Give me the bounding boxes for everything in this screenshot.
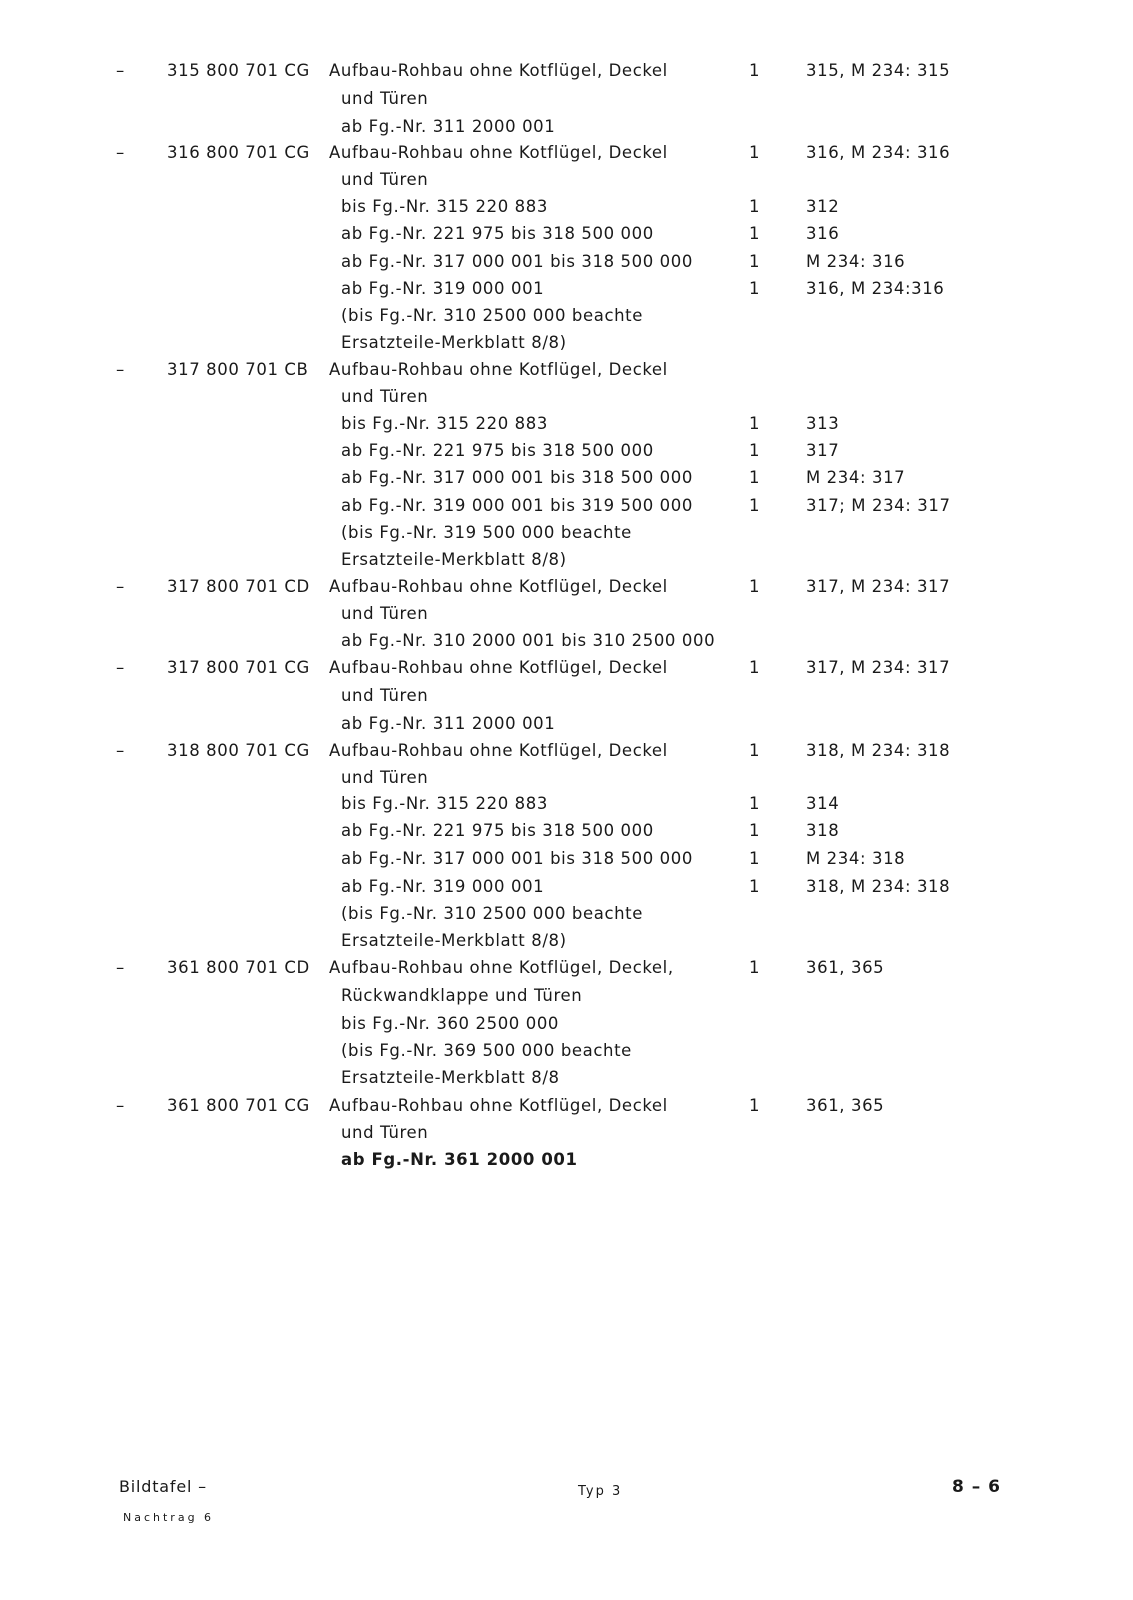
table-row: [0, 220, 1133, 248]
reference: M 234: 318: [806, 849, 906, 868]
quantity: 1: [749, 143, 761, 162]
description: Ersatzteile-Merkblatt 8/8: [341, 1068, 560, 1087]
table-row: [0, 627, 1133, 655]
quantity: 1: [749, 441, 761, 460]
description: bis Fg.-Nr. 315 220 883: [341, 414, 548, 433]
table-row: [0, 57, 1133, 85]
description: ab Fg.-Nr. 317 000 001 bis 318 500 000: [341, 468, 693, 487]
reference: 318, M 234: 318: [806, 877, 951, 896]
table-row: [0, 275, 1133, 303]
description: Ersatzteile-Merkblatt 8/8): [341, 333, 567, 352]
description: ab Fg.-Nr. 221 975 bis 318 500 000: [341, 821, 654, 840]
table-row: [0, 139, 1133, 167]
description: ab Fg.-Nr. 319 000 001 bis 319 500 000: [341, 496, 693, 515]
quantity: 1: [749, 252, 761, 271]
reference: M 234: 317: [806, 468, 906, 487]
table-row: [0, 1010, 1133, 1038]
table-row: [0, 600, 1133, 628]
description: ab Fg.-Nr. 221 975 bis 318 500 000: [341, 441, 654, 460]
description: (bis Fg.-Nr. 319 500 000 beachte: [341, 523, 632, 542]
description: ab Fg.-Nr. 319 000 001: [341, 279, 545, 298]
reference: 317, M 234: 317: [806, 658, 951, 677]
table-row: [0, 764, 1133, 792]
description: und Türen: [341, 89, 429, 108]
reference: 316, M 234:316: [806, 279, 945, 298]
reference: 317: [806, 441, 840, 460]
table-row: [0, 302, 1133, 330]
description: Aufbau-Rohbau ohne Kotflügel, Deckel: [329, 741, 668, 760]
table-row: [0, 85, 1133, 113]
table-row: [0, 437, 1133, 465]
description: ab Fg.-Nr. 310 2000 001 bis 310 2500 000: [341, 631, 716, 650]
description: Rückwandklappe und Türen: [341, 986, 583, 1005]
reference: 318, M 234: 318: [806, 741, 951, 760]
dash-mark: –: [116, 741, 125, 760]
table-row: [0, 546, 1133, 574]
dash-mark: –: [116, 61, 125, 80]
reference: 317; M 234: 317: [806, 496, 951, 515]
table-row: [0, 356, 1133, 384]
quantity: 1: [749, 197, 761, 216]
description: ab Fg.-Nr. 317 000 001 bis 318 500 000: [341, 849, 693, 868]
dash-mark: –: [116, 658, 125, 677]
table-row: [0, 710, 1133, 738]
dash-mark: –: [116, 360, 125, 379]
description: Ersatzteile-Merkblatt 8/8): [341, 550, 567, 569]
part-number: 317 800 701 CD: [167, 577, 310, 596]
description: Aufbau-Rohbau ohne Kotflügel, Deckel: [329, 61, 668, 80]
table-row: [0, 927, 1133, 955]
table-row: [0, 737, 1133, 765]
description: und Türen: [341, 387, 429, 406]
quantity: 1: [749, 496, 761, 515]
quantity: 1: [749, 877, 761, 896]
table-row: [0, 654, 1133, 682]
description: und Türen: [341, 1123, 429, 1142]
description: ab Fg.-Nr. 317 000 001 bis 318 500 000: [341, 252, 693, 271]
description: Aufbau-Rohbau ohne Kotflügel, Deckel: [329, 577, 668, 596]
quantity: 1: [749, 61, 761, 80]
table-row: [0, 383, 1133, 411]
description: und Türen: [341, 604, 429, 623]
table-row: [0, 682, 1133, 710]
quantity: 1: [749, 794, 761, 813]
description: und Türen: [341, 768, 429, 787]
table-row: [0, 1146, 1133, 1174]
part-number: 361 800 701 CG: [167, 1096, 310, 1115]
description: bis Fg.-Nr. 315 220 883: [341, 794, 548, 813]
table-row: [0, 982, 1133, 1010]
reference: 361, 365: [806, 1096, 885, 1115]
quantity: 1: [749, 279, 761, 298]
quantity: 1: [749, 224, 761, 243]
table-row: [0, 166, 1133, 194]
reference: M 234: 316: [806, 252, 906, 271]
plate-label: Bildtafel –: [119, 1477, 207, 1496]
part-number: 361 800 701 CD: [167, 958, 310, 977]
dash-mark: –: [116, 577, 125, 596]
reference: 316: [806, 224, 840, 243]
description: ab Fg.-Nr. 221 975 bis 318 500 000: [341, 224, 654, 243]
description: ab Fg.-Nr. 311 2000 001: [341, 117, 556, 136]
reference: 313: [806, 414, 840, 433]
part-number: 316 800 701 CG: [167, 143, 310, 162]
description: Aufbau-Rohbau ohne Kotflügel, Deckel: [329, 143, 668, 162]
dash-mark: –: [116, 143, 125, 162]
table-row: [0, 573, 1133, 601]
table-row: [0, 790, 1133, 818]
dash-mark: –: [116, 1096, 125, 1115]
description: und Türen: [341, 686, 429, 705]
description: Aufbau-Rohbau ohne Kotflügel, Deckel: [329, 658, 668, 677]
description: ab Fg.-Nr. 319 000 001: [341, 877, 545, 896]
quantity: 1: [749, 468, 761, 487]
quantity: 1: [749, 414, 761, 433]
description: ab Fg.-Nr. 311 2000 001: [341, 714, 556, 733]
table-row: [0, 954, 1133, 982]
reference: 318: [806, 821, 840, 840]
reference: 361, 365: [806, 958, 885, 977]
description: ab Fg.-Nr. 361 2000 001: [341, 1150, 578, 1169]
reference: 314: [806, 794, 840, 813]
table-row: [0, 1064, 1133, 1092]
page-number: 8 – 6: [952, 1477, 1001, 1497]
quantity: 1: [749, 821, 761, 840]
table-row: [0, 1037, 1133, 1065]
table-row: [0, 492, 1133, 520]
description: Aufbau-Rohbau ohne Kotflügel, Deckel: [329, 1096, 668, 1115]
reference: 316, M 234: 316: [806, 143, 951, 162]
part-number: 317 800 701 CB: [167, 360, 309, 379]
table-row: [0, 410, 1133, 438]
table-row: [0, 248, 1133, 276]
table-row: [0, 113, 1133, 141]
supplement-label: Nachtrag 6: [123, 1511, 215, 1524]
part-number: 315 800 701 CG: [167, 61, 310, 80]
type-label: Typ 3: [578, 1484, 623, 1499]
quantity: 1: [749, 1096, 761, 1115]
description: (bis Fg.-Nr. 369 500 000 beachte: [341, 1041, 632, 1060]
description: (bis Fg.-Nr. 310 2500 000 beachte: [341, 306, 643, 325]
description: bis Fg.-Nr. 315 220 883: [341, 197, 548, 216]
description: Ersatzteile-Merkblatt 8/8): [341, 931, 567, 950]
quantity: 1: [749, 741, 761, 760]
quantity: 1: [749, 658, 761, 677]
table-row: [0, 193, 1133, 221]
reference: 317, M 234: 317: [806, 577, 951, 596]
table-row: [0, 519, 1133, 547]
description: Aufbau-Rohbau ohne Kotflügel, Deckel: [329, 360, 668, 379]
description: und Türen: [341, 170, 429, 189]
description: bis Fg.-Nr. 360 2500 000: [341, 1014, 560, 1033]
quantity: 1: [749, 849, 761, 868]
quantity: 1: [749, 958, 761, 977]
part-number: 317 800 701 CG: [167, 658, 310, 677]
dash-mark: –: [116, 958, 125, 977]
reference: 315, M 234: 315: [806, 61, 951, 80]
description: (bis Fg.-Nr. 310 2500 000 beachte: [341, 904, 643, 923]
description: Aufbau-Rohbau ohne Kotflügel, Deckel,: [329, 958, 674, 977]
quantity: 1: [749, 577, 761, 596]
table-row: [0, 329, 1133, 357]
table-row: [0, 1119, 1133, 1147]
table-row: [0, 873, 1133, 901]
part-number: 318 800 701 CG: [167, 741, 310, 760]
table-row: [0, 464, 1133, 492]
reference: 312: [806, 197, 840, 216]
table-row: [0, 817, 1133, 845]
table-row: [0, 1092, 1133, 1120]
table-row: [0, 845, 1133, 873]
table-row: [0, 900, 1133, 928]
